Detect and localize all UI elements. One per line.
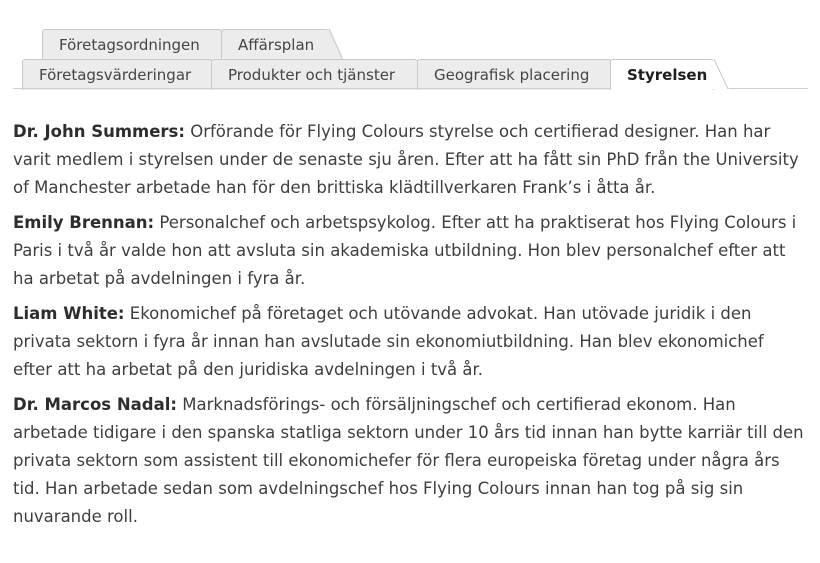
member-description: Personalchef och arbetspsykolog. Efter att ha praktiserat hos Flying Colours i Paris i två år valde hon att avsluta sin akademiska utbildning. Hon blev personalchef efter att ha arbetat på avdelningen i fyra år. (13, 213, 797, 288)
member-description: Orförande för Flying Colours styrelse och certifierad designer. Han har varit medlem i styrelsen under de senaste sju åren. Efter att ha fått sin PhD från the University of Manchester arbetade han för den brittiska klädtillverkaren Frank’s i åtta år. (13, 122, 799, 197)
tab-label: Styrelsen (627, 66, 708, 84)
member-name: Dr. John Summers: (13, 122, 185, 141)
tab-label: Affärsplan (238, 36, 315, 54)
tab-produkter-och-tjanster[interactable] (211, 59, 418, 90)
tab-slant (328, 29, 344, 60)
board-member-liam-white (13, 300, 808, 384)
member-name: Dr. Marcos Nadal: (13, 395, 178, 414)
member-name: Liam White: (13, 304, 125, 323)
tab-affarsplan[interactable] (221, 29, 329, 60)
tab-label: Företagsvärderingar (39, 66, 192, 84)
board-member-emily-brennan (13, 209, 808, 293)
tab-bar (0, 0, 820, 92)
member-description: Ekonomichef på företaget och utövande advokat. Han utövade juridik i den privata sektorn i fyra år innan han avslutade sin ekonomiutbildning. Han blev ekonomichef efter att ha arbetat på den juridiska avdelningen i två år. (13, 304, 764, 379)
board-members-panel (13, 118, 808, 538)
member-description: Marknadsförings- och försäljningschef och certifierad ekonom. Han arbetade tidigare i den spanska statliga sektorn under 10 års tid innan han bytte karriär till den privata sektorn som assistent till ekonomichefer för flera europeiska företag under några års tid. Han arbetade sedan som avdelningschef hos Flying Colours innan han tog på sig sin nuvarande roll. (13, 395, 804, 526)
member-name: Emily Brennan: (13, 213, 155, 232)
tab-styrelsen[interactable] (610, 59, 714, 90)
board-member-john-summers (13, 118, 808, 202)
tab-label: Produkter och tjänster (228, 66, 396, 84)
tab-geografisk-placering[interactable] (417, 59, 611, 90)
tab-label: Geografisk placering (434, 66, 590, 84)
tab-foretagsordningen[interactable] (42, 29, 222, 60)
tab-label: Företagsordningen (59, 36, 200, 54)
board-member-marcos-nadal (13, 391, 808, 531)
tab-slant (713, 59, 729, 90)
tab-foretagsvarderingar[interactable] (22, 59, 212, 90)
